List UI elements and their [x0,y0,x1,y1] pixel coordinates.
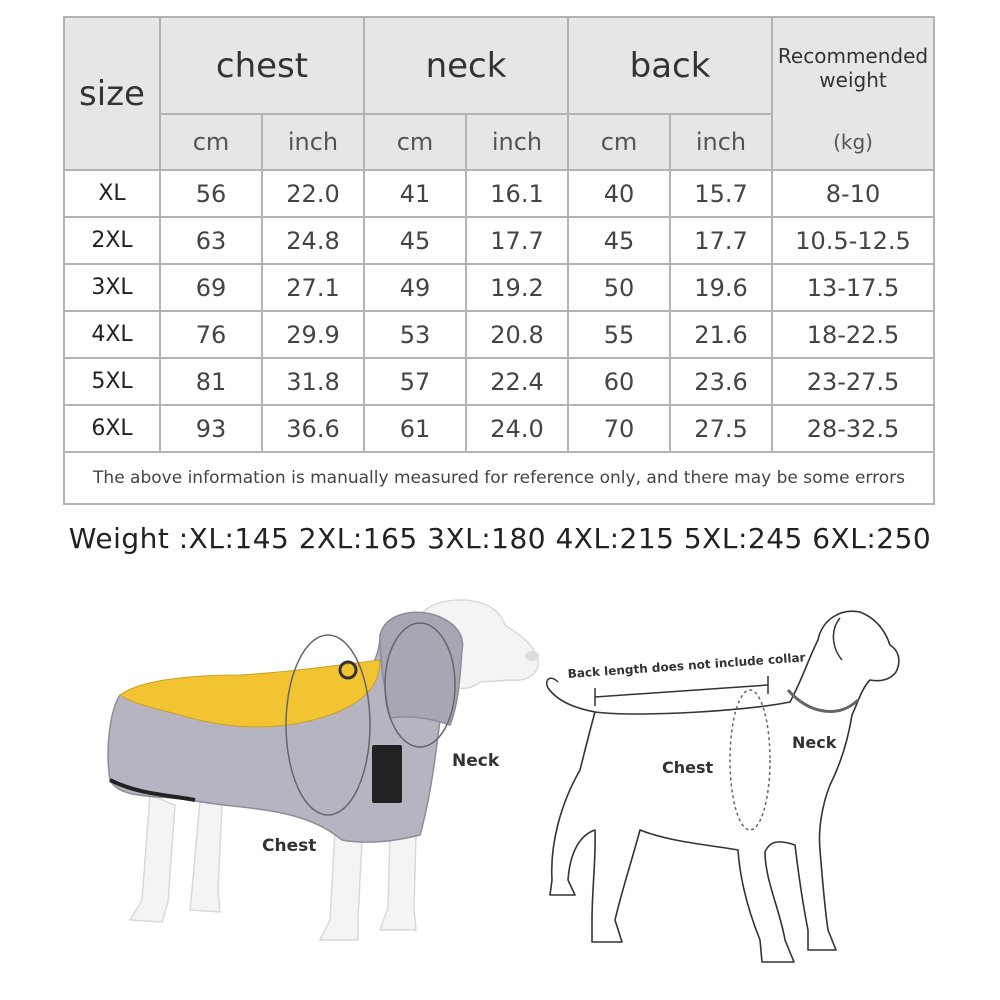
cell-size: 5XL [64,358,160,405]
back-length-label: Back length does not include collar [567,650,806,681]
cell-weight: 18-22.5 [772,311,934,358]
table-row [64,358,934,405]
cell-neck-cm: 41 [364,170,466,217]
coat-patch [372,745,402,803]
dog-wearing-coat-illustration [80,590,560,990]
table-row [64,217,934,264]
cell-chest-cm: 69 [160,264,262,311]
cell-chest-cm: 81 [160,358,262,405]
cell-weight: 10.5-12.5 [772,217,934,264]
cell-back-cm: 45 [568,217,670,264]
cell-back-inch: 27.5 [670,405,772,452]
chest-label-left: Chest [262,836,317,856]
cell-back-cm: 40 [568,170,670,217]
back-inch-header: inch [670,114,772,170]
cell-weight: 13-17.5 [772,264,934,311]
size-header: size [64,17,160,170]
cell-neck-inch: 22.4 [466,358,568,405]
header-row-groups [64,17,934,114]
cell-chest-inch: 36.6 [262,405,364,452]
neck-label-right: Neck [792,733,837,752]
chest-label-right: Chest [662,758,714,777]
cell-back-cm: 50 [568,264,670,311]
dog-outline-illustration [540,590,960,995]
chest-header: chest [160,17,364,114]
cell-neck-inch: 17.7 [466,217,568,264]
cell-chest-inch: 22.0 [262,170,364,217]
chest-cm-header: cm [160,114,262,170]
neck-label-left: Neck [452,751,500,771]
cell-neck-cm: 57 [364,358,466,405]
neck-cm-header: cm [364,114,466,170]
cell-back-inch: 17.7 [670,217,772,264]
cell-chest-inch: 24.8 [262,217,364,264]
recommended-unit-header: (kg) [772,114,934,170]
cell-size: 4XL [64,311,160,358]
cell-chest-inch: 27.1 [262,264,364,311]
cell-weight: 23-27.5 [772,358,934,405]
cell-neck-cm: 61 [364,405,466,452]
recommended-line2: weight [819,68,887,92]
table-row [64,170,934,217]
cell-back-cm: 70 [568,405,670,452]
cell-size: 2XL [64,217,160,264]
chest-measure-ring [730,690,770,830]
table-body [64,170,934,452]
cell-back-cm: 60 [568,358,670,405]
cell-neck-inch: 19.2 [466,264,568,311]
neck-measure-line [788,690,858,711]
cell-neck-inch: 20.8 [466,311,568,358]
dog-ear [833,618,842,660]
size-table [63,16,935,505]
table-row [64,311,934,358]
cell-back-cm: 55 [568,311,670,358]
cell-chest-cm: 93 [160,405,262,452]
cell-chest-cm: 56 [160,170,262,217]
cell-neck-inch: 16.1 [466,170,568,217]
cell-back-inch: 23.6 [670,358,772,405]
garment-weight-line: Weight :XL:145 2XL:165 3XL:180 4XL:215 5XL:245 6XL:250 [68,522,932,555]
recommended-weight-header [772,17,934,114]
cell-back-inch: 21.6 [670,311,772,358]
cell-weight: 8-10 [772,170,934,217]
cell-chest-cm: 63 [160,217,262,264]
recommended-line1: Recommended [777,44,929,68]
table-row [64,405,934,452]
chest-inch-header: inch [262,114,364,170]
header-row-units [64,114,934,170]
coat-collar [380,612,463,725]
back-header: back [568,17,772,114]
cell-chest-cm: 76 [160,311,262,358]
cell-neck-cm: 45 [364,217,466,264]
table-note: The above information is manually measured for reference only, and there may be some errors [64,452,934,504]
cell-chest-inch: 29.9 [262,311,364,358]
neck-inch-header: inch [466,114,568,170]
cell-back-inch: 15.7 [670,170,772,217]
dog-tail [547,678,558,688]
cell-size: 6XL [64,405,160,452]
cell-size: 3XL [64,264,160,311]
cell-neck-cm: 53 [364,311,466,358]
cell-neck-cm: 49 [364,264,466,311]
cell-back-inch: 19.6 [670,264,772,311]
cell-weight: 28-32.5 [772,405,934,452]
cell-chest-inch: 31.8 [262,358,364,405]
table-row [64,264,934,311]
back-cm-header: cm [568,114,670,170]
cell-size: XL [64,170,160,217]
neck-header: neck [364,17,568,114]
dog-nose [525,651,539,661]
cell-neck-inch: 24.0 [466,405,568,452]
note-row [64,452,934,504]
